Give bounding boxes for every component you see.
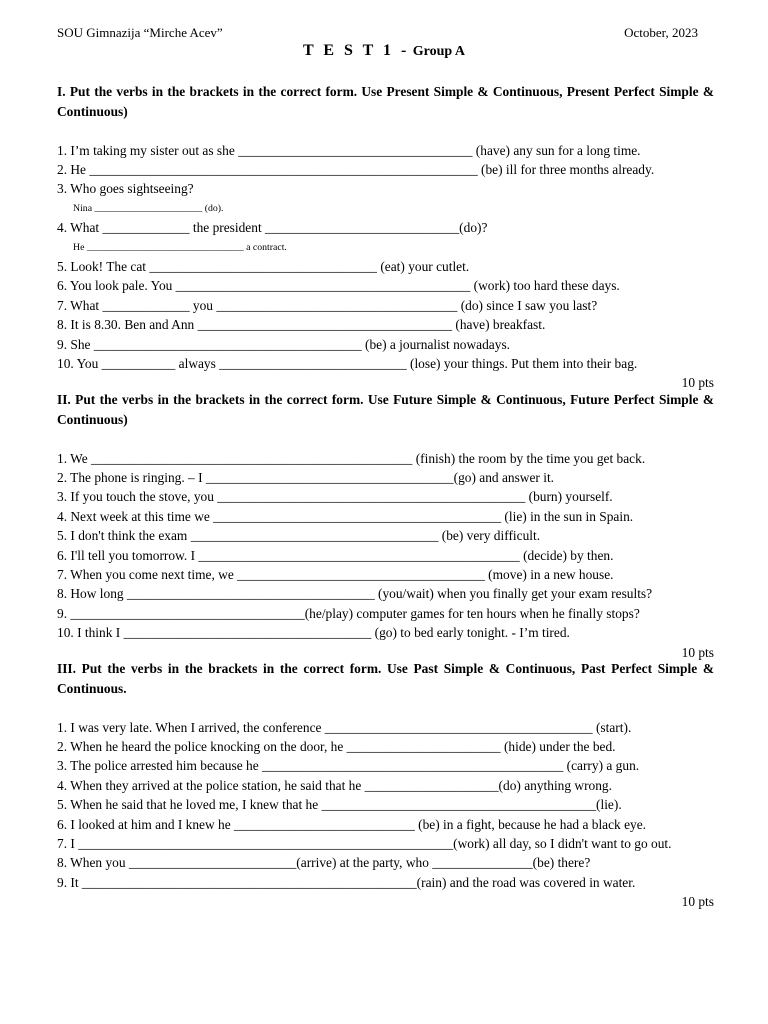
exercise-item: 4. What _____________ the president _____________________________(do)? xyxy=(57,220,488,236)
exercise-item: 2. When he heard the police knocking on the door, he _______________________ (hide) under the bed. xyxy=(57,738,616,754)
section-heading: II. Put the verbs in the brackets in the correct form. Use Future Simple & Continuous, Future Perfect Simple & Continuous) xyxy=(57,392,714,427)
exercise-item: 6. I looked at him and I knew he ___________________________ (be) in a fight, because he had a black eye. xyxy=(57,816,647,832)
exercise-item: 2. The phone is ringing. – I _____________________________________(go) and answer it. xyxy=(57,469,555,485)
exercise-item: He ________________________________ a contract. xyxy=(73,241,287,253)
exercise-item: 3. If you touch the stove, you ______________________________________________ (burn) yourself. xyxy=(57,489,613,505)
exercise-item: 10. You ___________ always ____________________________ (lose) your things. Put them into their bag. xyxy=(57,355,638,371)
exercise-item: 5. I don't think the exam _____________________________________ (be) very difficult. xyxy=(57,528,541,544)
section-points: 10 pts xyxy=(681,894,714,910)
exercise-item: 6. You look pale. You ____________________________________________ (work) too hard these days. xyxy=(57,278,620,294)
exercise-item: 7. I ________________________________________________________(work) all day, so I didn't want to go out. xyxy=(57,835,672,851)
exercise-list xyxy=(57,449,714,643)
exercise-item: 5. Look! The cat __________________________________ (eat) your cutlet. xyxy=(57,258,470,274)
exercise-item: 9. ___________________________________(he/play) computer games for ten hours when he finally stops? xyxy=(57,605,640,621)
exercise-item: 8. It is 8.30. Ben and Ann ______________________________________ (have) breakfast. xyxy=(57,317,546,333)
exercise-item: 7. When you come next time, we _____________________________________ (move) in a new house. xyxy=(57,566,614,582)
exercise-item: 9. It __________________________________________________(rain) and the road was covered in water. xyxy=(57,874,636,890)
group-label: Group A xyxy=(412,44,465,59)
exercise-item: 6. I'll tell you tomorrow. I ________________________________________________ (decide) by then. xyxy=(57,547,614,563)
section-points: 10 pts xyxy=(681,375,714,391)
exercise-item: 3. The police arrested him because he _____________________________________________ (carry) a gun. xyxy=(57,758,640,774)
section-3 xyxy=(57,659,714,912)
exercise-item: 2. He __________________________________________________________ (be) ill for three months already. xyxy=(57,161,655,177)
exercise-list xyxy=(57,141,714,374)
exercise-item: 5. When he said that he loved me, I knew that he _________________________________________(lie). xyxy=(57,797,622,813)
exercise-item: 8. When you _________________________(arrive) at the party, who _______________(be) there? xyxy=(57,855,591,871)
page-header xyxy=(57,25,698,41)
exercise-item: 7. What _____________ you ____________________________________ (do) since I saw you last? xyxy=(57,297,598,313)
section-1 xyxy=(57,82,714,393)
section-points: 10 pts xyxy=(681,644,714,660)
exercise-item: 1. I’m taking my sister out as she ___________________________________ (have) any sun for a long time. xyxy=(57,142,641,158)
exercise-item: 1. We ________________________________________________ (finish) the room by the time you get back. xyxy=(57,450,646,466)
exercise-item: Nina ______________________ (do). xyxy=(73,202,224,214)
exercise-item: 4. When they arrived at the police station, he said that he ____________________(do) anything wrong. xyxy=(57,777,612,793)
school-name: SOU Gimnazija “Mirche Acev” xyxy=(57,25,223,40)
section-heading: III. Put the verbs in the brackets in the correct form. Use Past Simple & Continuous, Past Perfect Simple & Continuous. xyxy=(57,661,714,696)
exercise-item: 3. Who goes sightseeing? xyxy=(57,181,194,197)
exercise-list xyxy=(57,718,714,893)
exercise-item: 10. I think I _____________________________________ (go) to bed early tonight. - I’m tired. xyxy=(57,625,570,641)
section-2 xyxy=(57,390,714,662)
exercise-item: 8. How long _____________________________________ (you/wait) when you finally get your exam results? xyxy=(57,586,653,602)
exercise-item: 4. Next week at this time we ___________________________________________ (lie) in the sun in Spain. xyxy=(57,508,634,524)
exercise-item: 9. She ________________________________________ (be) a journalist nowadays. xyxy=(57,336,511,352)
page-title xyxy=(0,42,768,60)
section-heading: I. Put the verbs in the brackets in the correct form. Use Present Simple & Continuous, Present Perfect Simple & Continuous) xyxy=(57,84,714,119)
test-date: October, 2023 xyxy=(624,25,698,40)
exercise-item: 1. I was very late. When I arrived, the conference ________________________________________ (start). xyxy=(57,719,632,735)
test-title: T E S T 1 - xyxy=(303,42,410,59)
